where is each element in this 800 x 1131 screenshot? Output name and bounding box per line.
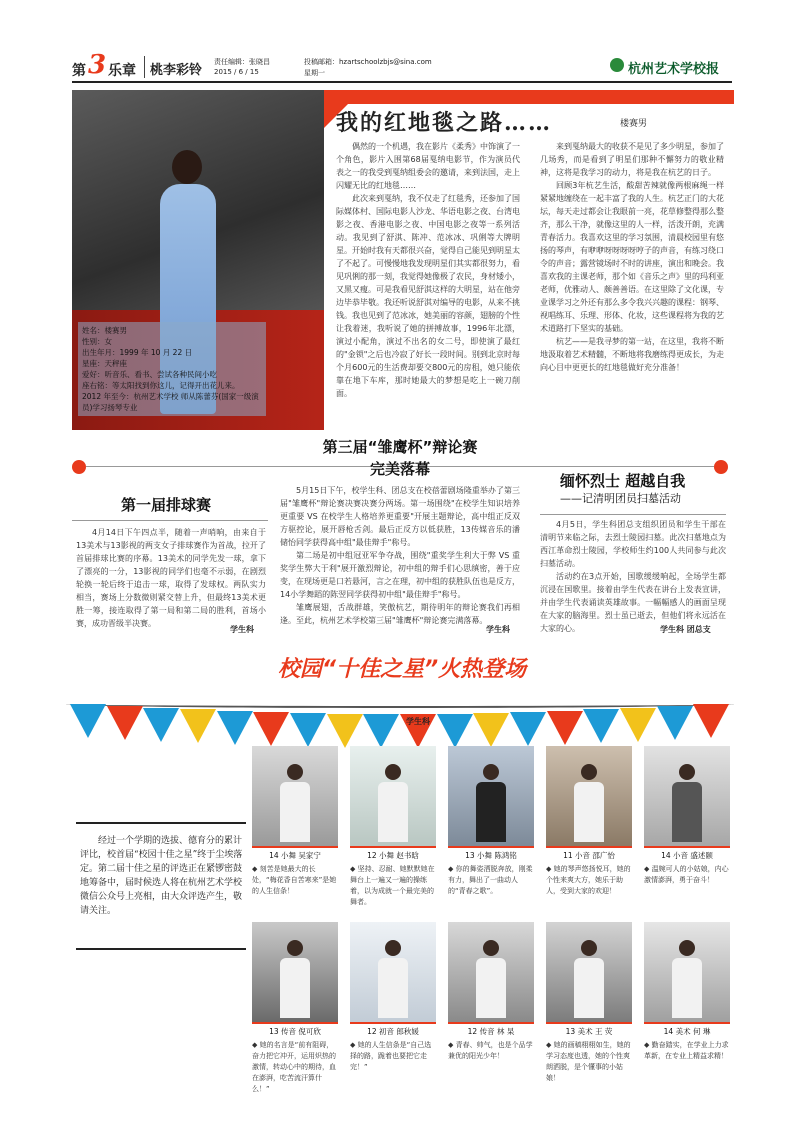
- star-photo: [252, 922, 338, 1022]
- debate-dot-right: [714, 460, 728, 474]
- debate-title-line-1: 第三届“雏鹰杯”辩论赛: [322, 438, 478, 456]
- star-photo: [252, 746, 338, 846]
- star-tile-1-5: [644, 746, 730, 886]
- feature-para-1: 偶然的一个机遇，我在影片《柔秀》中饰演了一个角色，影片入围第68届戛纳电影节，作为演员代表之一的我受到戛纳组委会的邀请，来到法国，走上闪耀无比的红地毯……: [336, 142, 520, 190]
- star-photo: [644, 746, 730, 846]
- feature-para-4: 回顾3年杭艺生活，酸甜苦辣就像两根麻绳一样紧紧地缠绕在一起丰富了我的人生。杭艺正门的大花坛，每天走过都会让我眼前一亮，花草修整得那么整齐，那么干净，就像这里的人一样，活泼开朗，充满青春活力。我喜欢这里的学习氛围，清晨校园里有悠扬的琴声，有咿咿呀呀呀呀哼子的声音，有练习绕口令的声音；露营镜场时不时的讲座，演出和晚会。我喜欢我的主课老师，那个如《音乐之声》里的玛利亚老师，优雅动人、颇善善语。在这里除了文化课，专业课学习之外还有那么多令我兴兴趣的课程：钢琴、视唱练耳、乐理、形体、化妆，这些课程将为我的艺术道路打下坚实的基础。: [540, 181, 724, 333]
- volleyball-sign: 学生科: [230, 625, 254, 634]
- star-caption: 12 小舞 赵书晗: [350, 846, 436, 861]
- bunting-flag: [620, 708, 656, 742]
- weekday: 星期一: [304, 69, 325, 77]
- debate-para-3: 雏鹰展翅，舌战群雄，笑傲杭艺，期待明年的辩论赛我们再相逢。至此，杭州艺术学校第三届"雏鹰杯"辩论赛完满落幕。: [280, 603, 520, 625]
- bunting-flag: [107, 706, 143, 740]
- student-figure: [574, 764, 604, 844]
- star-tile-2-2: [350, 922, 436, 1073]
- profile-box: [78, 322, 266, 416]
- feature-accent-bar: [324, 90, 734, 104]
- star-tile-1-1: [252, 746, 338, 897]
- feature-para-2: 此次来到戛纳，我不仅走了红毯秀，还参加了国际媒体村、国际电影人沙龙、华语电影之夜、台湾电影之夜、香港电影之夜、中国电影之夜等一系列活动。我见到了舒淇、陈冲、范冰冰、巩俐等大牌明星。开始时我有天都很兴奋，觉得自己能见到明星太了不起了。可慢慢地我发现明星们其实都很努力，看见巩俐的那一刻，我觉得她像极了农民，身材矮小，又黑又瘦。可是我看见舒淇这样的大明星，站在他旁边毕恭毕敬。我还听说舒淇对编导的电影，从来不挑钱。我也见到了范冰冰，她美丽的容颜，翅膀的个性让我着迷，我听说了她的拼搏故事，1996年北漂，演过小配角，演过不出名的女二号，即使演了最红的"金锁"之后也冷寂了好长一段时间。别到北京时每个月600元的生活费却要交800元的房租，她只能依靠在地下车库，那时她最大的梦想是吃上一碗刀削面。: [336, 194, 520, 398]
- student-figure: [378, 764, 408, 844]
- student-figure: [476, 940, 506, 1020]
- page-suffix: 乐章: [108, 63, 136, 79]
- profile-hobby: 爱好：听音乐、看书、尝试各种民间小吃: [82, 370, 217, 379]
- bunting-flag: [583, 709, 619, 743]
- memorial-para-1: 4月5日，学生科团总支组织团员和学生干部在清明节来临之际，去烈士陵园扫墓。此次扫墓地点为西江革命烈士陵园，学校师生约100人共同参与此次扫墓活动。: [540, 520, 726, 568]
- bunting-flag: [327, 714, 363, 748]
- red-carpet-photo: [72, 90, 324, 430]
- volleyball-body: 4月14日下午四点半，随着一声哨响，由来自于13美术与13影视的两支女子排球赛作为首战，拉开了首届排球比赛的序幕。13美术的同学先发一球，拿下了漂亮的一分，13影视的同学们也毫不示弱，在剧烈轮换一轮后终于追击一球，取得了发球权。两队实力相当，赛场上分数微则紧交替上升，但最终13美术更胜一筹，接连取得了第一局和第二局的胜利，首场小赛，成功晋级半决赛。: [76, 528, 266, 628]
- header-divider: [144, 56, 145, 78]
- intro-top-rule: [76, 822, 246, 824]
- profile-school: 2012 年至今：杭州艺术学校 师从陈蕾芬(国家一级演员)学习扬琴专业: [82, 392, 259, 412]
- student-figure: [672, 940, 702, 1020]
- debate-sign: 学生科: [486, 625, 510, 634]
- student-figure: [672, 764, 702, 844]
- star-description: ◆ 温婉可人的小姑娘，内心激情澎湃，勇于奋斗！: [644, 865, 729, 884]
- header-rule: [72, 81, 732, 83]
- student-figure: [476, 764, 506, 844]
- memorial-para-2: 活动约在3点开始，国歌缓缓响起，全场学生都沉浸在国歌里。接着由学生代表在讲台上发表宣讲，并由学生代表诵读英雄故事。一幅幅感人的画面呈现在大家的脑海里。烈士虽已逝去，但他们将永远活在大家的心。: [540, 572, 726, 632]
- intro-bottom-rule: [76, 948, 246, 950]
- star-tile-2-1: [252, 922, 338, 1095]
- editor: 责任编辑：张晓昌: [214, 58, 270, 66]
- star-caption: 14 小舞 吴家宁: [252, 846, 338, 861]
- bunting-flag: [290, 713, 326, 747]
- star-photo: [350, 922, 436, 1022]
- debate-title-line-2: 完美落幕: [369, 460, 430, 478]
- star-description: ◆ 勤奋踏实，在学业上力求革新，在专业上精益求精！: [644, 1041, 729, 1060]
- debate-para-2: 第二场是初中组冠亚军争夺战，围绕"重奖学生利大于弊 VS 重奖学生弊大于利"展开激烈辩论，初中组的辩手们心思缜密，善于应变，在现场更是口若悬河，言之在理，初中组的获胜队伍也是反方，14小学舞蹈的陈翌同学获得初中组"最佳辩手"称号。: [280, 551, 520, 599]
- star-tile-1-3: [448, 746, 534, 897]
- memorial-rule: [540, 514, 726, 515]
- star-caption: 13 美术 王 荧: [546, 1022, 632, 1037]
- star-description: ◆ 她的名言是“前有阻碍，奋力把它冲开，运用炽热的激情，转动心中的期待，血在澎湃，吃苦流汗算什么！”: [252, 1041, 336, 1093]
- student-figure: [574, 940, 604, 1020]
- page-label: 第: [72, 63, 86, 79]
- debate-body: [280, 484, 520, 632]
- volleyball-title: 第一届排球赛: [120, 496, 211, 514]
- stars-sign: 学生科: [406, 717, 430, 726]
- star-caption: 11 小音 邵广怡: [546, 846, 632, 861]
- star-caption: 14 美术 何 琳: [644, 1022, 730, 1037]
- star-description: ◆ 坚持、忍耐、她默默她在舞台上一遍又一遍的操练着，以为成就一个最完美的舞者。: [350, 865, 435, 906]
- bunting-flag: [510, 712, 546, 746]
- star-caption: 12 传音 林 杲: [448, 1022, 534, 1037]
- student-figure: [280, 764, 310, 844]
- bunting-flag: [143, 708, 179, 742]
- page-number: 3: [88, 50, 107, 80]
- bunting-flag: [473, 713, 509, 747]
- star-description: ◆ 她的人生信条是“自己选择的路，跪着也要把它走完！”: [350, 1041, 432, 1071]
- star-tile-1-2: [350, 746, 436, 908]
- profile-gender: 性别：女: [82, 337, 112, 346]
- feature-author: 楼赛男: [620, 119, 648, 129]
- school-logo-icon: [610, 58, 624, 72]
- feature-title: 我的红地毯之路……: [336, 110, 553, 136]
- bunting-flag: [547, 711, 583, 745]
- star-tile-1-4: [546, 746, 632, 897]
- bunting-flag: [363, 714, 399, 748]
- bunting-flag: [217, 711, 253, 745]
- profile-sign: 星座：天秤座: [82, 359, 127, 368]
- star-photo: [350, 746, 436, 846]
- bunting-flag: [693, 704, 729, 738]
- stars-intro: 经过一个学期的选拔、德育分的累计评比，校首届“校园十佳之星”终于尘埃落定。第二届十佳之星的评选正在紧锣密鼓地筹备中，届时候选人将在杭州艺术学校微信公众号上亮相，由大众评选产生，敬请关注。: [80, 836, 243, 916]
- star-caption: 13 传音 倪可欣: [252, 1022, 338, 1037]
- bunting-flag: [253, 712, 289, 746]
- contact-email: 投稿邮箱：hzartschoolzbjs@sina.com: [304, 58, 432, 66]
- star-description: ◆ 青春、帅气，也是个品学兼优的阳光少年！: [448, 1041, 533, 1060]
- star-tile-2-3: [448, 922, 534, 1062]
- star-tile-2-4: [546, 922, 632, 1084]
- star-caption: 14 小音 盛述颐: [644, 846, 730, 861]
- profile-birth: 出生年月：1999 年 10 月 22 日: [82, 348, 193, 357]
- feature-para-3: 来到戛纳最大的收获不是见了多少明星，参加了几场秀，而是看到了明星们那种不懈努力的敬业精神，这将是我学习的动力，将是我在杭艺的日子。: [540, 142, 724, 177]
- student-figure: [378, 940, 408, 1020]
- star-description: ◆ 你的舞姿洒脱奔放，刚柔有力，舞出了一曲动人的“青春之歌”。: [448, 865, 533, 895]
- star-photo: [644, 922, 730, 1022]
- star-photo: [546, 746, 632, 846]
- bunting-flag: [180, 709, 216, 743]
- debate-dot-left: [72, 460, 86, 474]
- profile-name: 姓名：楼赛男: [82, 326, 127, 335]
- memorial-title: 缅怀烈士 超越自我: [560, 472, 686, 490]
- volleyball-rule: [72, 520, 268, 521]
- stars-title: 校园“十佳之星”火热登场: [277, 657, 527, 682]
- profile-motto: 座右铭：等太阳找到你这儿，记得开出花儿来。: [82, 381, 240, 390]
- star-photo: [448, 922, 534, 1022]
- student-figure: [280, 940, 310, 1020]
- star-tile-2-5: [644, 922, 730, 1062]
- memorial-subtitle: ——记清明团员扫墓活动: [560, 492, 681, 505]
- star-description: ◆ 她的琴声悠扬悦耳，她的个性来爽大方，她乐于助人，受到大家的欢迎！: [546, 865, 631, 895]
- bunting-flag: [70, 704, 106, 738]
- star-description: ◆ 她的画稿栩栩如生，她的学习态度也透，她的个性爽朗洒脱，是个懂事的小姑娘！: [546, 1041, 631, 1082]
- bunting-flag: [657, 706, 693, 740]
- page-header: [72, 52, 732, 80]
- star-caption: 13 小舞 陈鸿铭: [448, 846, 534, 861]
- issue-date: 2015 / 6 / 15: [214, 68, 259, 76]
- star-description: ◆ 刻苦是她最大的长处，“梅花香自苦寒来”是她的人生信条！: [252, 865, 337, 895]
- feature-para-5: 杭艺——是我寻梦的第一站，在这里，我将不断地汲取着艺术精髓，不断地将我磨练得更成长，为走向心目中更更长的红地毯做好充分准备！: [540, 337, 724, 372]
- paper-name: 杭州艺术学校报: [628, 62, 720, 77]
- bunting-flag: [437, 714, 473, 748]
- memorial-sign: 学生科 团总支: [660, 625, 711, 634]
- star-photo: [448, 746, 534, 846]
- feature-column-2: [540, 140, 724, 430]
- section-name: 桃李彩铃: [150, 63, 203, 78]
- star-caption: 12 初音 郎秋媛: [350, 1022, 436, 1037]
- debate-para-1: 5月15日下午，校学生科、团总支在校蓓蕾剧场隆重举办了第三届"雏鹰杯"辩论赛决赛决赛分两场。第一场围绕"在校学生知识培养更重要 VS 在校学生人格培养更重要"开展主题辩论，高中组正反双方驱控论，展开唇枪舌剑。最后正反方以低获胜，13传媒音乐的潘储怡同学获得高中组"最佳辩手"称号。: [280, 486, 520, 547]
- feature-column-1: [336, 140, 520, 430]
- memorial-body: [540, 518, 726, 632]
- star-photo: [546, 922, 632, 1022]
